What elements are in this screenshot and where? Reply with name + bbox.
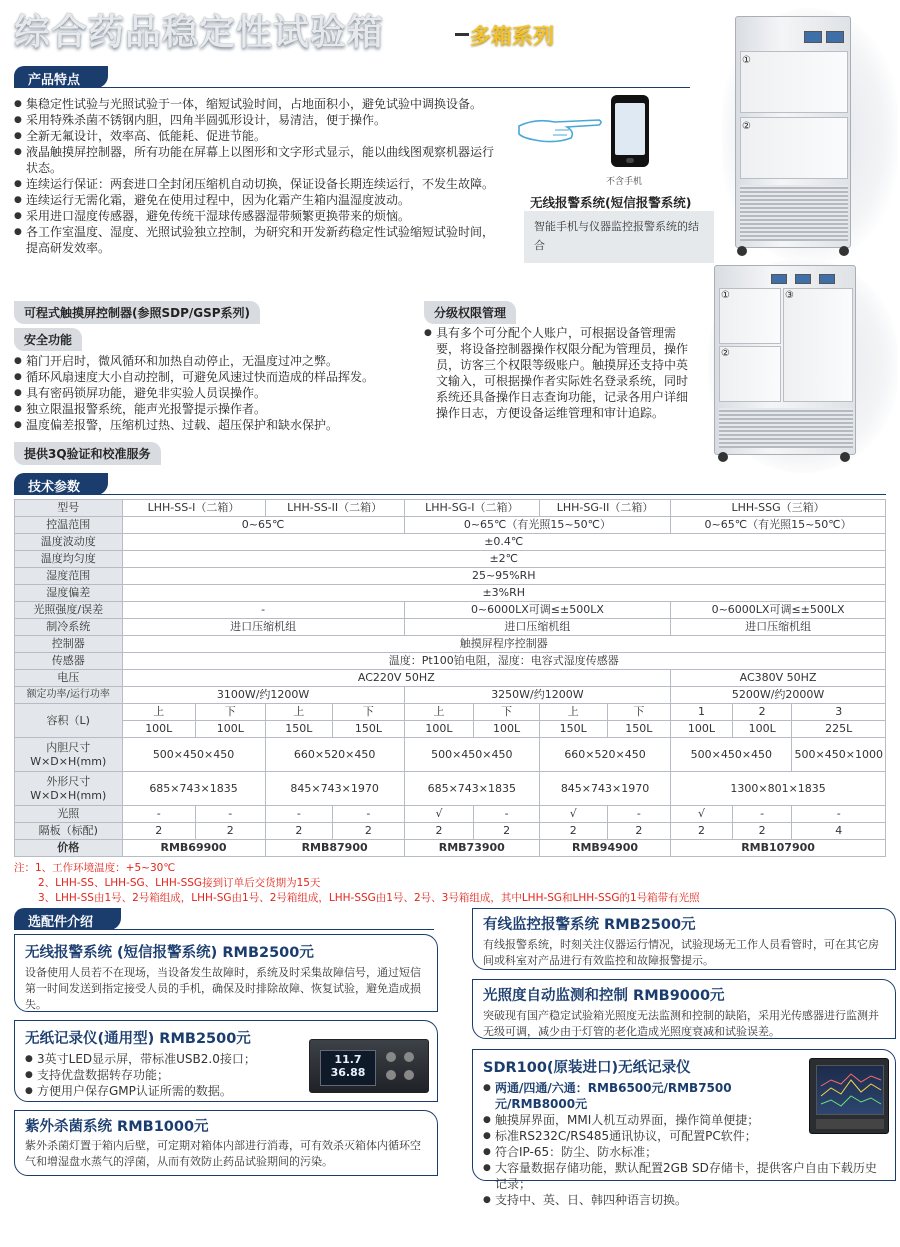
row-label: 温度波动度 xyxy=(15,534,123,551)
list-item: ● 温度偏差报警，压缩机过热、过载、超压保护和缺水保护。 xyxy=(14,417,414,433)
price-cell: RMB73900 xyxy=(404,840,539,857)
row-label: 湿度偏差 xyxy=(15,585,123,602)
row-label: 价格 xyxy=(15,840,123,857)
list-item: ● 集稳定性试验与光照试验于一体，缩短试验时间，占地面积小，避免试验中调换设备。 xyxy=(14,96,504,112)
row-label: 制冷系统 xyxy=(15,619,123,636)
table-row xyxy=(15,772,886,806)
row-label: 电压 xyxy=(15,670,123,687)
chamber-1-label: ① xyxy=(721,290,730,301)
table-row xyxy=(15,500,886,517)
table-cell: - xyxy=(265,806,333,823)
list-item: ● 循环风扇速度大小自动控制，可避免风速过快而造成的样品挥发。 xyxy=(14,369,414,385)
price-cell: RMB69900 xyxy=(122,840,265,857)
table-cell: 150L xyxy=(265,721,333,738)
list-item: ● 采用进口湿度传感器，避免传统干湿球传感器湿带频繁更换带来的烦恼。 xyxy=(14,208,504,224)
table-cell: 温度：Pt100铂电阻，湿度：电容式湿度传感器 xyxy=(122,653,886,670)
box-text: 突破现有国产稳定试验箱光照度无法监测和控制的缺陷，采用光传感器进行监测并无级可调，减少由于灯管的老化造成光照度衰减和试验误差。 xyxy=(483,1009,879,1038)
wireless-alarm-box xyxy=(14,934,438,1012)
table-cell: AC220V 50HZ xyxy=(122,670,671,687)
list-item: ● 标准RS232C/RS485通讯协议，可配置PC软件； xyxy=(483,1128,803,1144)
table-cell: 660×520×450 xyxy=(265,738,404,772)
list-item: ● 3英寸LED显示屏，带标准USB2.0接口； xyxy=(25,1051,295,1067)
accessories-section-bar xyxy=(14,908,434,930)
table-cell: 100L xyxy=(732,721,792,738)
table-cell: 上 xyxy=(404,704,474,721)
recorder-list xyxy=(25,1051,295,1099)
table-cell: 500×450×450 xyxy=(404,738,539,772)
spec-table xyxy=(14,499,886,857)
table-row xyxy=(15,721,886,738)
hand-pointing-icon xyxy=(515,110,605,148)
chamber-1-label: ① xyxy=(742,55,751,66)
light-monitoring-box xyxy=(472,979,896,1039)
price-cell: RMB94900 xyxy=(539,840,670,857)
table-row xyxy=(15,636,886,653)
table-cell: 100L xyxy=(404,721,474,738)
phone-caption: 不含手机 xyxy=(606,177,643,187)
table-cell: 3 xyxy=(792,704,886,721)
list-item: ● 支持优盘数据转存功能； xyxy=(25,1067,295,1083)
three-box-chamber-image xyxy=(714,265,856,455)
list-item: ● 各工作室温度、湿度、光照试验独立控制，为研究和开发新药稳定性试验缩短试验时间，提高研发效率。 xyxy=(14,224,504,256)
table-cell: 500×450×1000 xyxy=(792,738,886,772)
box-text: 设备使用人员若不在现场，当设备发生故障时，系统及时采集故障信号，通过短信第一时间发送到指定接受人员的手机，确保及时排除故障、恢复试验，避免造成损失。 xyxy=(25,966,421,1011)
list-item: ● 连续运行保证：两套进口全封闭压缩机自动切换，保证设备长期连续运行，不发生故障。 xyxy=(14,176,504,192)
table-cell: 进口压缩机组 xyxy=(122,619,404,636)
table-cell: 685×743×1835 xyxy=(404,772,539,806)
row-label: 额定功率/运行功率 xyxy=(15,687,123,704)
table-cell: 触摸屏程序控制器 xyxy=(122,636,886,653)
row-label: 温度均匀度 xyxy=(15,551,123,568)
price-cell: RMB87900 xyxy=(265,840,404,857)
table-cell: 下 xyxy=(333,704,405,721)
row-label-line: 内胆尺寸 xyxy=(46,740,91,754)
table-row xyxy=(15,738,886,772)
table-cell: √ xyxy=(404,806,474,823)
table-cell: 3100W/约1200W xyxy=(122,687,404,704)
page-subtitle: 多箱系列 xyxy=(470,24,554,48)
table-cell: 2 xyxy=(732,823,792,840)
note-line: 注：1、工作环境温度：+5~30℃ xyxy=(14,862,176,874)
paperless-recorder-box xyxy=(14,1020,438,1102)
table-cell: 2 xyxy=(196,823,266,840)
table-row xyxy=(15,670,886,687)
table-cell: ±0.4℃ xyxy=(122,534,886,551)
chamber-2-label: ② xyxy=(742,121,751,132)
table-cell: - xyxy=(732,806,792,823)
box-title: 光照度自动监测和控制 RMB9000元 xyxy=(483,988,725,1004)
table-cell: √ xyxy=(671,806,733,823)
row-label-line: 外形尺寸 xyxy=(46,774,91,788)
table-row xyxy=(15,653,886,670)
table-cell: 2 xyxy=(265,823,333,840)
model-cell: LHH-SS-II（二箱） xyxy=(265,500,404,517)
table-cell: 685×743×1835 xyxy=(122,772,265,806)
model-cell: LHH-SG-I（二箱） xyxy=(404,500,539,517)
safety-heading: 安全功能 xyxy=(14,328,82,351)
table-row xyxy=(15,823,886,840)
table-cell: 2 xyxy=(122,823,196,840)
controller-pill: 可程式触摸屏控制器(参照SDP/GSP系列) xyxy=(14,301,260,324)
table-cell: 下 xyxy=(607,704,671,721)
table-cell: 25~95%RH xyxy=(122,568,886,585)
table-row xyxy=(15,517,886,534)
box-title: 无纸记录仪(通用型) RMB2500元 xyxy=(25,1031,251,1047)
row-label-line: W×D×H(mm) xyxy=(30,788,107,802)
wireless-title: 无线报警系统(短信报警系统) xyxy=(530,195,692,210)
list-item: ● 支持中、英、日、韩四种语言切换。 xyxy=(483,1192,887,1208)
table-cell: 1 xyxy=(671,704,733,721)
table-cell: 4 xyxy=(792,823,886,840)
list-item: ● 触摸屏界面，MMI人机互动界面，操作简单便捷； xyxy=(483,1112,803,1128)
row-label xyxy=(15,772,123,806)
table-cell: 0~65℃（有光照15~50℃） xyxy=(671,517,886,534)
table-cell: 845×743×1970 xyxy=(265,772,404,806)
features-section-bar xyxy=(14,66,690,88)
table-cell: 150L xyxy=(539,721,607,738)
table-cell: 0~6000LX可调≤±500LX xyxy=(671,602,886,619)
table-cell: - xyxy=(196,806,266,823)
validation-pill: 提供3Q验证和校准服务 xyxy=(14,442,161,465)
row-label: 光照强度/误差 xyxy=(15,602,123,619)
row-label: 湿度范围 xyxy=(15,568,123,585)
table-cell: 100L xyxy=(671,721,733,738)
table-cell: 0~65℃（有光照15~50℃） xyxy=(404,517,670,534)
table-row xyxy=(15,568,886,585)
box-title: 无线报警系统 (短信报警系统) RMB2500元 xyxy=(25,945,314,961)
table-row xyxy=(15,585,886,602)
safety-list xyxy=(14,353,414,433)
chamber-3-label: ③ xyxy=(785,290,794,301)
table-cell: 500×450×450 xyxy=(671,738,792,772)
table-cell: 0~65℃ xyxy=(122,517,404,534)
list-item: ● 方便用户保存GMP认证所需的数据。 xyxy=(25,1083,295,1099)
features-heading: 产品特点 xyxy=(14,66,108,88)
table-cell: 100L xyxy=(196,721,266,738)
table-cell: 下 xyxy=(196,704,266,721)
table-cell: - xyxy=(122,602,404,619)
permission-list xyxy=(424,325,688,421)
table-cell: 上 xyxy=(265,704,333,721)
table-cell: - xyxy=(792,806,886,823)
table-cell: 进口压缩机组 xyxy=(404,619,670,636)
table-cell: 660×520×450 xyxy=(539,738,670,772)
table-cell: 0~6000LX可调≤±500LX xyxy=(404,602,670,619)
specs-section-bar xyxy=(14,473,886,495)
model-cell: LHH-SSG（三箱） xyxy=(671,500,886,517)
table-cell: √ xyxy=(539,806,607,823)
table-cell: - xyxy=(333,806,405,823)
table-cell: 2 xyxy=(539,823,607,840)
box-title: 有线监控报警系统 RMB2500元 xyxy=(483,917,696,933)
table-cell: - xyxy=(474,806,540,823)
two-box-chamber-image xyxy=(735,16,851,248)
table-cell: 500×450×450 xyxy=(122,738,265,772)
table-cell: 2 xyxy=(607,823,671,840)
table-row xyxy=(15,619,886,636)
table-row xyxy=(15,806,886,823)
specs-heading: 技术参数 xyxy=(14,473,108,495)
accessories-heading: 选配件介绍 xyxy=(14,908,121,930)
list-item: ● 具有密码锁屏功能，避免非实验人员误操作。 xyxy=(14,385,414,401)
wireless-desc: 智能手机与仪器监控报警系统的结合 xyxy=(524,211,714,263)
list-item: ● 液晶触摸屏控制器，所有功能在屏幕上以图形和文字形式显示，能以曲线图观察机器运行状态。 xyxy=(14,144,504,176)
box-title: SDR100(原装进口)无纸记录仪 xyxy=(483,1060,691,1076)
row-label: 光照 xyxy=(15,806,123,823)
table-cell: AC380V 50HZ xyxy=(671,670,886,687)
box-title: 紫外杀菌系统 RMB1000元 xyxy=(25,1119,209,1135)
row-label: 型号 xyxy=(15,500,123,517)
table-row xyxy=(15,551,886,568)
list-item: ● 符合IP-65：防尘、防水标准； xyxy=(483,1144,887,1160)
row-label: 传感器 xyxy=(15,653,123,670)
table-cell: 进口压缩机组 xyxy=(671,619,886,636)
uv-sterilization-box xyxy=(14,1110,438,1176)
table-cell: 2 xyxy=(474,823,540,840)
row-label: 控温范围 xyxy=(15,517,123,534)
row-label: 控制器 xyxy=(15,636,123,653)
title-dash xyxy=(455,33,469,36)
box-text: 紫外杀菌灯置于箱内后壁，可定期对箱体内部进行消毒，可有效杀灭箱体内循环空气和增湿盘水蒸气的浮菌，从而有效防止药品试验期间的污染。 xyxy=(25,1139,421,1168)
table-row xyxy=(15,602,886,619)
row-label-line: W×D×H(mm) xyxy=(30,754,107,768)
chamber-2-label: ② xyxy=(721,348,730,359)
table-row xyxy=(15,840,886,857)
row-label: 容积（L) xyxy=(15,704,123,738)
table-cell: 下 xyxy=(474,704,540,721)
recorder-display-1: 11.7 xyxy=(334,1053,362,1066)
row-label xyxy=(15,738,123,772)
list-item: ● 独立限温报警系统，能声光报警提示操作者。 xyxy=(14,401,414,417)
sdr100-recorder-box xyxy=(472,1049,896,1207)
recorder-device-image xyxy=(309,1039,429,1093)
table-cell: ±3%RH xyxy=(122,585,886,602)
table-cell: 2 xyxy=(671,823,733,840)
table-cell: 2 xyxy=(333,823,405,840)
table-cell: 100L xyxy=(122,721,196,738)
model-cell: LHH-SG-II（二箱） xyxy=(539,500,670,517)
table-cell: 5200W/约2000W xyxy=(671,687,886,704)
table-cell: 2 xyxy=(732,704,792,721)
table-cell: 上 xyxy=(122,704,196,721)
table-cell: ±2℃ xyxy=(122,551,886,568)
table-cell: 1300×801×1835 xyxy=(671,772,886,806)
list-item: ● 连续运行无需化霜，避免在使用过程中，因为化霜产生箱内温湿度波动。 xyxy=(14,192,504,208)
recorder-display-2: 36.88 xyxy=(330,1066,366,1079)
table-row xyxy=(15,687,886,704)
table-cell: 3250W/约1200W xyxy=(404,687,670,704)
features-list xyxy=(14,96,504,256)
sdr100-device-image xyxy=(809,1058,889,1134)
list-item: ● 箱门开启时，微风循环和加热自动停止，无温度过冲之弊。 xyxy=(14,353,414,369)
list-item: ● 两通/四通/六通：RMB6500元/RMB7500元/RMB8000元 xyxy=(483,1080,803,1112)
table-cell: 225L xyxy=(792,721,886,738)
note-line: 2、LHH-SS、LHH-SG、LHH-SSG接到订单后交货期为15天 xyxy=(38,877,321,889)
table-cell: - xyxy=(122,806,196,823)
table-cell: 150L xyxy=(333,721,405,738)
table-cell: 150L xyxy=(607,721,671,738)
list-item: ● 大容量数据存储功能，默认配置2GB SD存储卡，提供客户自由下载历史记录； xyxy=(483,1160,887,1192)
page-title: 综合药品稳定性试验箱 xyxy=(14,12,385,53)
box-text: 有线报警系统，时刻关注仪器运行情况，试验现场无工作人员看管时，可在其它房间或科室对产品进行有效监控和故障报警提示。 xyxy=(483,938,879,967)
table-row xyxy=(15,704,886,721)
permission-heading: 分级权限管理 xyxy=(424,301,516,324)
model-cell: LHH-SS-I（二箱） xyxy=(122,500,265,517)
phone-icon xyxy=(611,95,649,167)
list-item: ● 全新无氟设计，效率高、低能耗、促进节能。 xyxy=(14,128,504,144)
table-row xyxy=(15,534,886,551)
table-cell: 100L xyxy=(474,721,540,738)
table-cell: 845×743×1970 xyxy=(539,772,670,806)
price-cell: RMB107900 xyxy=(671,840,886,857)
table-cell: 上 xyxy=(539,704,607,721)
row-label: 隔板（标配) xyxy=(15,823,123,840)
note-line: 3、LHH-SS由1号、2号箱组成，LHH-SG由1号、2号箱组成，LHH-SSG由1号、2号、3号箱组成，其中LHH-SG和LHH-SSG的1号箱带有光照 xyxy=(38,892,700,904)
permission-text: ● 具有多个可分配个人账户，可根据设备管理需要，将设备控制器操作权限分配为管理员，操作员，访客三个权限等级账户。触摸屏还支持中英文输入，可根据操作者实际姓名登录系统，同时系统还具备操作日志查询功能，记录各用户详细操作日志，方便设备运维管理和审计追踪。 xyxy=(424,325,688,421)
wired-alarm-box xyxy=(472,908,896,970)
table-cell: 2 xyxy=(404,823,474,840)
list-item: ● 采用特殊杀菌不锈钢内胆，四角半圆弧形设计，易清洁，便于操作。 xyxy=(14,112,504,128)
table-cell: - xyxy=(607,806,671,823)
